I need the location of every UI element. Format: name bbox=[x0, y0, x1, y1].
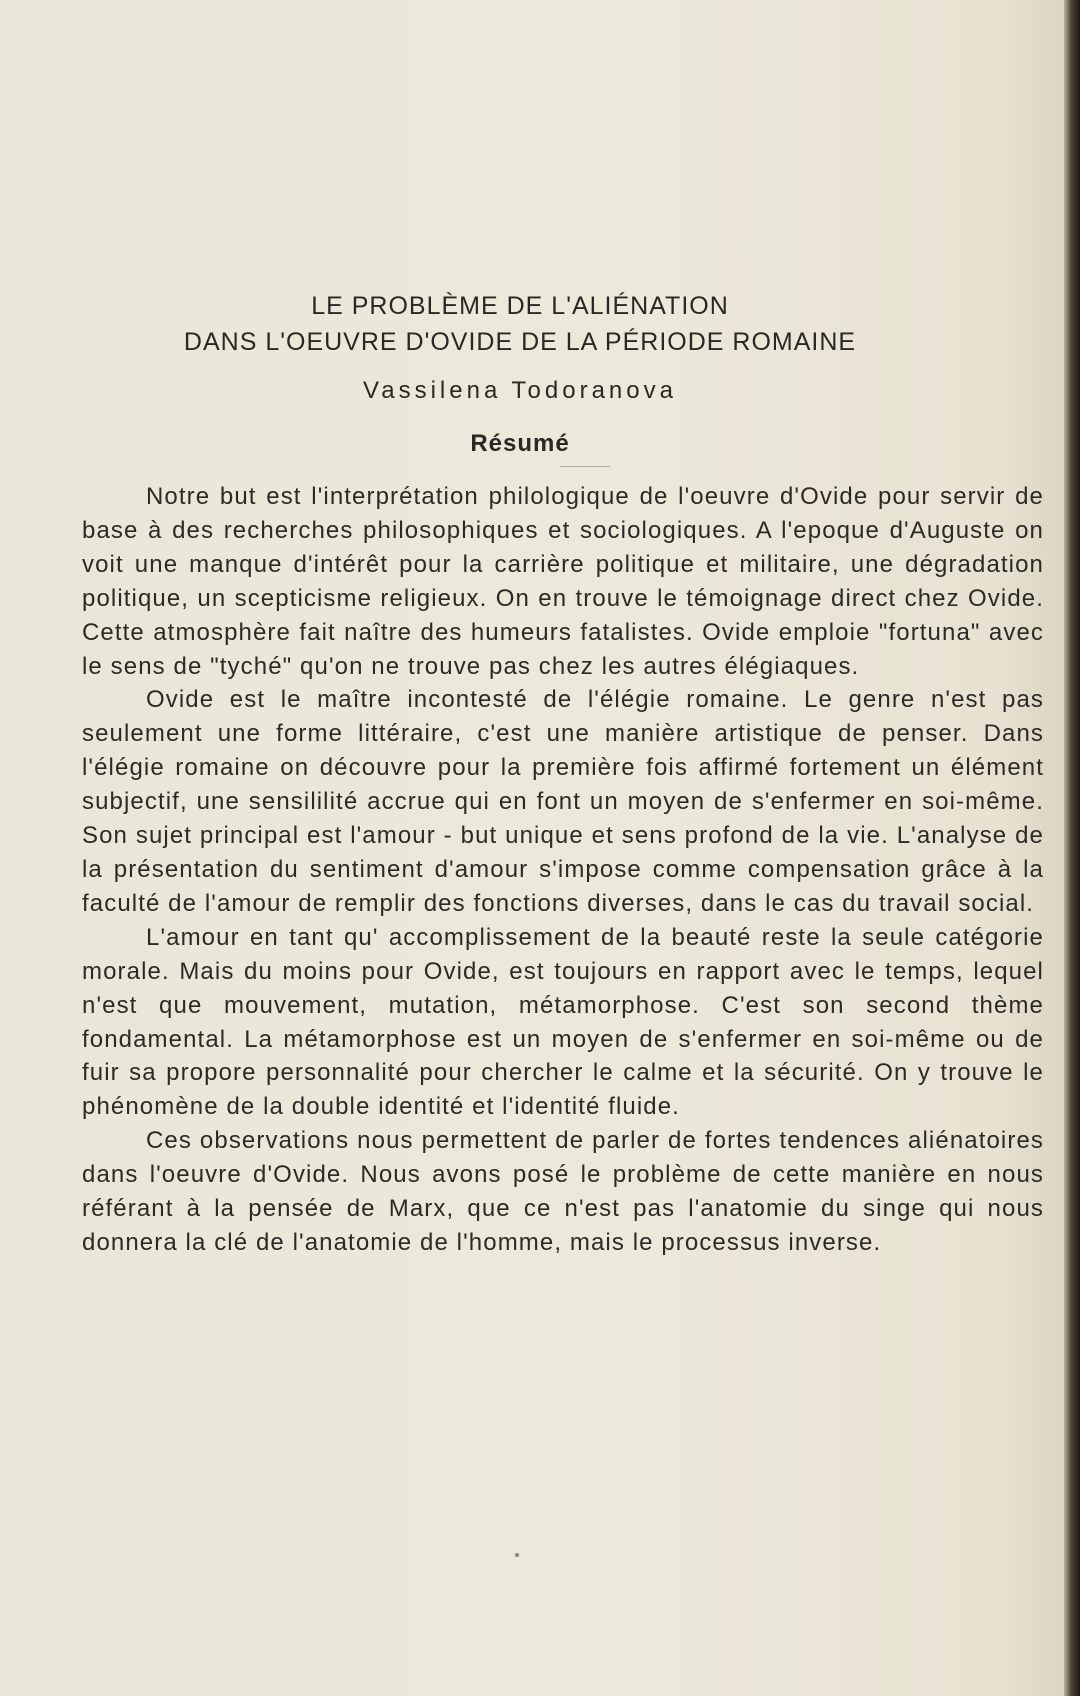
paragraph-2: Ovide est le maître incontesté de l'élégie romaine. Le genre n'est pas seulement une forme littéraire, c'est une manière artistique de penser. Dans l'élégie romaine on découvre pour la première fois affirmé fortement un élément subjectif, une sensililité accrue qui en font un moyen de s'enfermer en soi-même. Son sujet principal est l'amour - but unique et sens profond de la vie. L'analyse de la présentation du sentiment d'amour s'impose comme compensation grâce à la faculté de l'amour de remplir des fonctions diverses, dans le cas du travail social. bbox=[82, 686, 1044, 917]
heading-underline bbox=[560, 466, 610, 467]
paragraph-1: Notre but est l'interprétation philologique de l'oeuvre d'Ovide pour servir de base à des recherches philosophiques et sociologiques. A l'epoque d'Auguste on voit une manque d'intérêt pour la carrière politique et militaire, une dégradation politique, un scepticisme religieux. On en trouve le témoignage direct chez Ovide. Cette atmosphère fait naître des humeurs fatalistes. Ovide emploie "fortuna" avec le sens de "tyché" qu'on ne trouve pas chez les autres élégiaques. bbox=[82, 483, 1044, 680]
author-name: Vassilena Todoranova bbox=[363, 377, 677, 404]
book-spine-shadow bbox=[1064, 0, 1080, 1696]
article-title-line-2: DANS L'OEUVRE D'OVIDE DE LA PÉRIODE ROMAINE bbox=[183, 328, 857, 356]
section-heading: Résumé bbox=[470, 430, 570, 457]
article-title-line-1: LE PROBLÈME DE L'ALIÉNATION bbox=[311, 292, 729, 320]
paragraph-3: L'amour en tant qu' accomplissement de la beauté reste la seule catégorie morale. Mais du moins pour Ovide, est toujours en rapport avec le temps, lequel n'est que mouvement, mutation, métamorphose. C'est son second thème fondamental. La métamorphose est un moyen de s'enfermer en soi-même ou de fuir sa propore personnalité pour chercher le calme et la sécurité. On y trouve le phénomène de la double identité et l'identité fluide. bbox=[82, 923, 1044, 1121]
paragraph-4: Ces observations nous permettent de parler de fortes tendences aliénatoires dans l'oeuvre d'Ovide. Nous avons posé le problème de cette manière en nous référant à la pensée de Marx, que ce n'est pas l'anatomie du singe qui nous donnera la clé de l'anatomie de l'homme, mais le processus inverse. bbox=[82, 1127, 1044, 1256]
abstract-body bbox=[82, 480, 1044, 1260]
page-speck bbox=[515, 1553, 519, 1557]
